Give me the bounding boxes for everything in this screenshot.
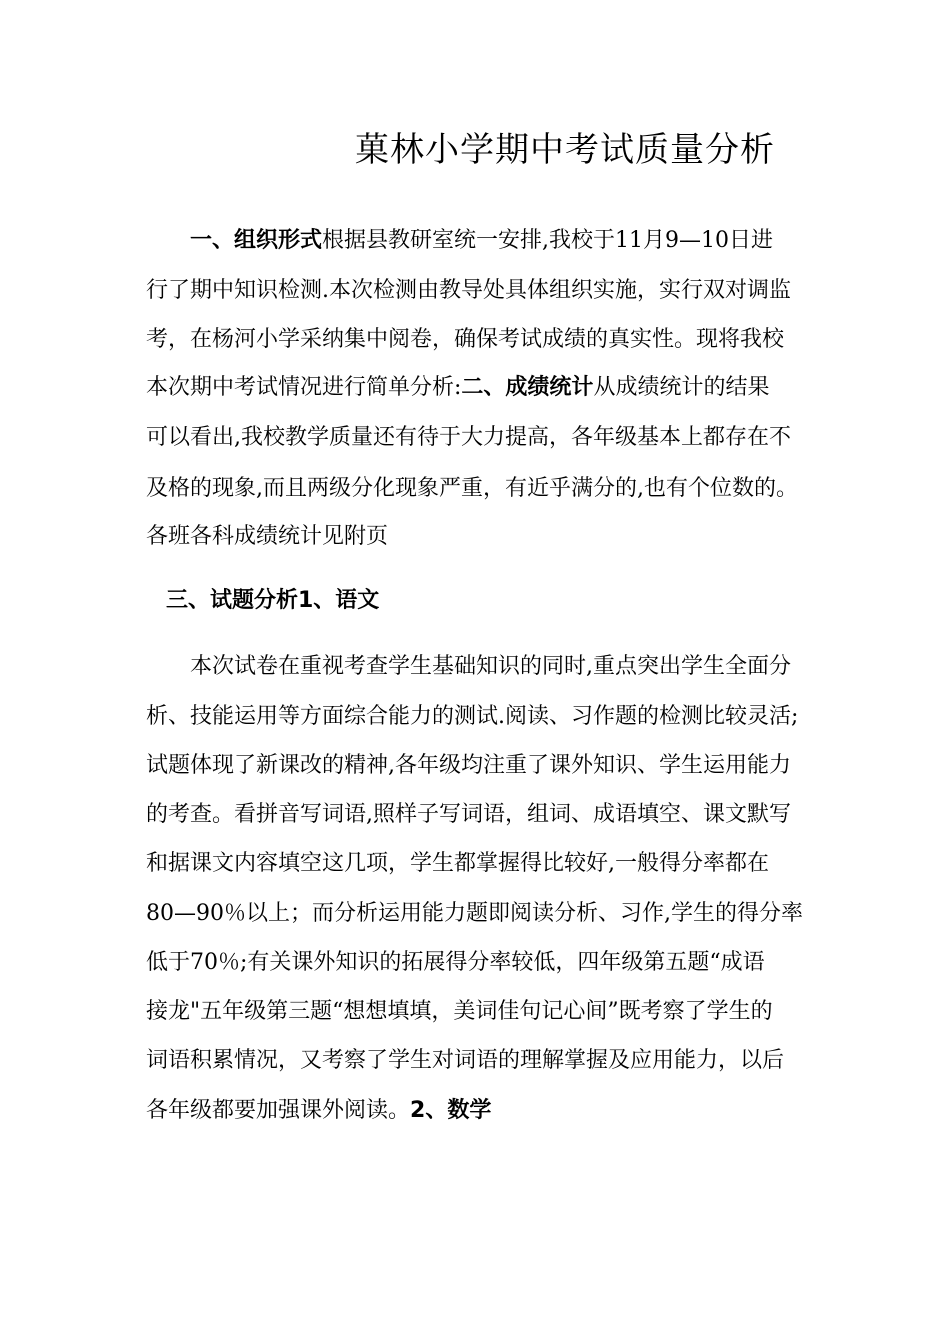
paragraph-line: 接龙"五年级第三题“想想填填，美词佳句记心间”既考察了学生的: [146, 999, 773, 1024]
paragraph-line: 各班各科成绩统计见附页: [146, 524, 389, 549]
paragraph-line: 行了期中知识检测.本次检测由教导处具体组织实施，实行双对调监: [146, 278, 791, 303]
paragraph-text: 本次期中考试情况进行简单分析:: [146, 375, 462, 400]
document-title: 菓林小学期中考试质量分析: [355, 130, 775, 170]
section-heading-analysis: 三、试题分析1、语文: [166, 588, 380, 613]
paragraph-line: 本次试卷在重视考查学生基础知识的同时,重点突出学生全面分: [190, 654, 791, 679]
paragraph-line: 析、技能运用等方面综合能力的测试.阅读、习作题的检测比较灵活;: [146, 704, 799, 729]
paragraph-line: 试题体现了新课改的精神,各年级均注重了课外知识、学生运用能力: [146, 753, 791, 778]
paragraph-text: 从成绩统计的结果: [593, 375, 770, 400]
paragraph-line: 低于70％;有关课外知识的拓展得分率较低，四年级第五题“成语: [146, 950, 765, 975]
subsection-heading-math: 2、数学: [410, 1098, 492, 1123]
paragraph-line: 及格的现象,而且两级分化现象严重，有近乎满分的,也有个位数的。: [146, 476, 798, 501]
section-heading-statistics: 二、成绩统计: [461, 375, 594, 400]
paragraph-line: [146, 1096, 816, 1126]
paragraph-text: 根据县教研室统一安排,我校于11月9—10日进: [322, 228, 773, 253]
paragraph-line: 和据课文内容填空这几项，学生都掌握得比较好,一般得分率都在: [146, 851, 769, 876]
paragraph-line: [146, 373, 816, 403]
paragraph-line: 80—90％以上；而分析运用能力题即阅读分析、习作,学生的得分率: [146, 901, 803, 926]
paragraph-line: 可以看出,我校教学质量还有待于大力提高，各年级基本上都存在不: [146, 425, 791, 450]
paragraph-line: 的考查。看拼音写词语,照样子写词语，组词、成语填空、课文默写: [146, 802, 791, 827]
paragraph-line: 词语积累情况，又考察了学生对词语的理解掌握及应用能力，以后: [146, 1048, 785, 1073]
section-heading-organization: 一、组织形式: [190, 228, 323, 253]
paragraph-text: 各年级都要加强课外阅读。: [146, 1098, 411, 1123]
paragraph-line: [190, 226, 860, 256]
paragraph-line: 考，在杨河小学采纳集中阅卷，确保考试成绩的真实性。现将我校: [146, 327, 785, 352]
